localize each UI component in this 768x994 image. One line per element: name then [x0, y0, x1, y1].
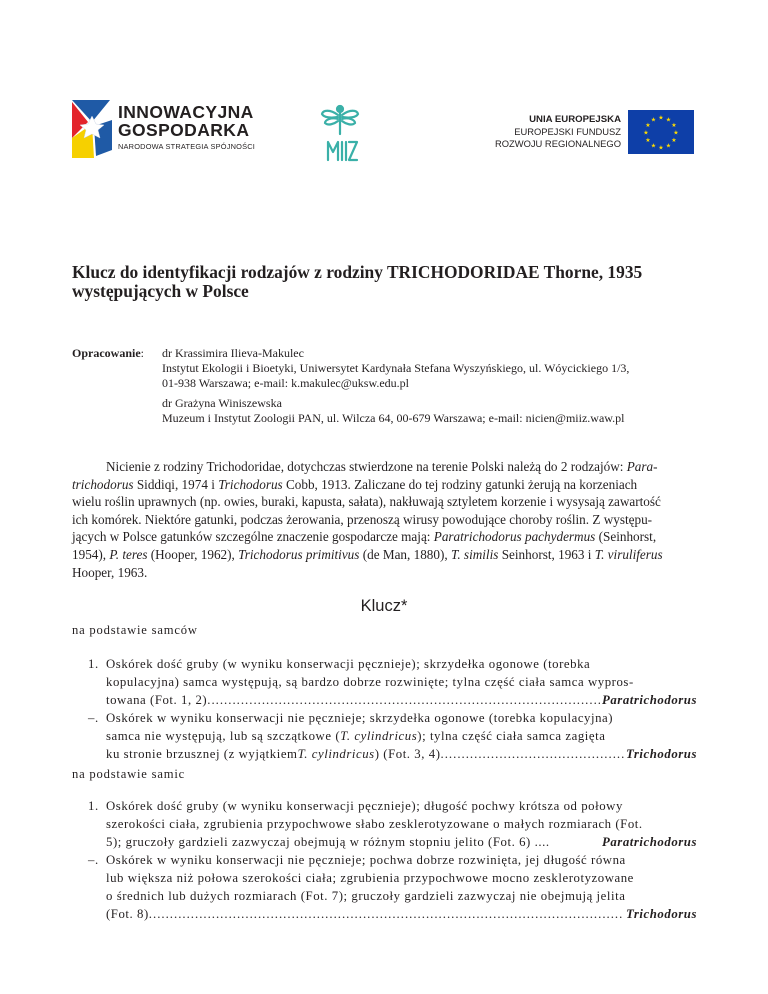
svg-text:★: ★: [665, 116, 672, 124]
dragonfly-icon: [320, 100, 360, 164]
author-2: [162, 396, 722, 426]
genus-result: Paratrichodorus: [601, 693, 697, 707]
key-entry-males-2: –. Oskórek w wyniku konserwacji nie pęcznieje; skrzydełka ogonowe (torebka kopulacyjna) samca nie występują, lub są szczątkowe (T. cylindricus); tylna część ciała samca zagięta ku stronie brzusznej (z wyjątkiem T. cylindricus ) (Fot. 3, 4) ..... Trichodorus: [106, 709, 697, 763]
innowacyjna-gospodarka-emblem-icon: [72, 100, 112, 160]
entry-marker: 1.: [88, 799, 99, 813]
key-entry-females-1: 1. Oskórek dość gruby (w wyniku konserwacji pęcznieje); długość pochwy krótsza od połowy szerokości ciała, zgrubienia przypochwowe słabo zesklerotyzowane o małych rozmiarach (Fot. 5); gruczoły gardzieli zazwyczaj obejmują w różnym stopniu jelito (Fot. 6) .... Paratrichodorus: [88, 799, 697, 849]
intro-paragraph: Nicienie z rodziny Trichodoridae, dotychczas stwierdzone na terenie Polski należą do 2 rodzajów: Para- trichodorus Siddiqi, 1974 i Trichodorus Cobb, 1913. Zaliczane do tej rodziny gatunki żerują na korzeniach wielu roślin uprawnych (np. owies, buraki, kapusta, sałata), nakłuwają sztyletem korzenie i wysysają zawartość ich komórek. Niektóre gatunki, podczas żerowania, przenoszą wirusy powodujące choroby roślin. Z występu- jących w Polsce gatunków szczególne znaczenie gospodarcze mają: Paratrichodorus pachydermus (Seinhorst, 1954), P. teres (Hooper, 1962), Trichodorus primitivus (de Man, 1880), T. similis Seinhorst, 1963 i T. viruliferus Hooper, 1963.: [72, 459, 663, 580]
genus-result: Trichodorus: [626, 747, 697, 761]
author-1-affiliation-line1: Instytut Ekologii i Bioetyki, Uniwersytet Kardynała Stefana Wyszyńskiego, ul. Wóycickiego 1/3,: [162, 361, 630, 375]
miiz-logo: [320, 100, 360, 164]
svg-text:★: ★: [650, 142, 657, 150]
author-2-name: dr Grażyna Winiszewska: [162, 396, 282, 410]
svg-text:★: ★: [671, 137, 677, 144]
author-2-affiliation-line1: Muzeum i Instytut Zoologii PAN, ul. Wilcza 64, 00-679 Warszawa; e-mail: nicien@miiz.waw.pl: [162, 411, 625, 425]
svg-text:★: ★: [658, 144, 664, 152]
eu-flag-icon: [628, 110, 694, 154]
ue-logo-line3: ROZWOJU REGIONALNEGO: [494, 138, 621, 149]
innowacyjna-gospodarka-logo: [72, 100, 292, 162]
key-entry-females-2: –. Oskórek w wyniku konserwacji nie pęcznieje; pochwa dobrze rozwinięta, jej długość równa lub większa niż połowa szerokości ciała; zgrubienia przypochwowe mocno zesklerotyzowane o średnich lub dużych rozmiarach (Fot. 7); gruczoły gardzieli zazwyczaj nie obejmują jelita (Fot. 8) ..... Trichodorus: [106, 851, 697, 923]
ue-logo-line1: UNIA EUROPEJSKA: [529, 114, 621, 125]
svg-text:★: ★: [671, 122, 677, 129]
svg-text:★: ★: [650, 116, 657, 124]
genus-result: Paratrichodorus: [601, 835, 697, 849]
credits-label: Opracowanie:: [72, 346, 145, 360]
title-line1: Klucz do identyfikacji rodzajów z rodziny TRICHODORIDAE Thorne, 1935: [72, 262, 643, 282]
svg-text:★: ★: [645, 122, 651, 129]
ig-logo-line1: INNOWACYJNA: [118, 102, 254, 122]
author-1-name: dr Krassimira Ilieva-Makulec: [162, 346, 304, 360]
svg-text:★: ★: [658, 114, 664, 122]
ue-logo-line2: EUROPEJSKI FUNDUSZ: [514, 126, 621, 137]
document-title: [72, 263, 712, 301]
key-entry-males-1: 1. Oskórek dość gruby (w wyniku konserwacji pęcznieje); skrzydełka ogonowe (torebka kopulacyjna) samca występują, są bardzo dobrze rozwinięte; tylna część ciała samca wypros- towana (Fot. 1, 2) ..... Paratrichodorus: [106, 655, 697, 709]
ig-logo-line3: NARODOWA STRATEGIA SPÓJNOŚCI: [118, 142, 256, 151]
svg-text:★: ★: [643, 129, 649, 137]
ue-logo: [494, 110, 694, 158]
females-section-label: na podstawie samic: [72, 767, 186, 781]
entry-marker: –.: [88, 711, 99, 725]
entry-marker: –.: [88, 853, 99, 867]
ig-logo-line2: GOSPODARKA: [118, 120, 250, 140]
svg-text:★: ★: [673, 129, 679, 137]
svg-text:★: ★: [645, 137, 651, 144]
title-line2: występujących w Polsce: [72, 281, 249, 301]
entry-marker: 1.: [88, 657, 99, 671]
genus-result: Trichodorus: [626, 907, 697, 921]
key-heading: Klucz*: [360, 597, 408, 615]
author-1-affiliation-line2: 01-938 Warszawa; e-mail: k.makulec@uksw.edu.pl: [162, 376, 410, 390]
males-section-label: na podstawie samców: [72, 623, 198, 637]
svg-text:★: ★: [665, 142, 672, 150]
author-1: [162, 346, 722, 391]
